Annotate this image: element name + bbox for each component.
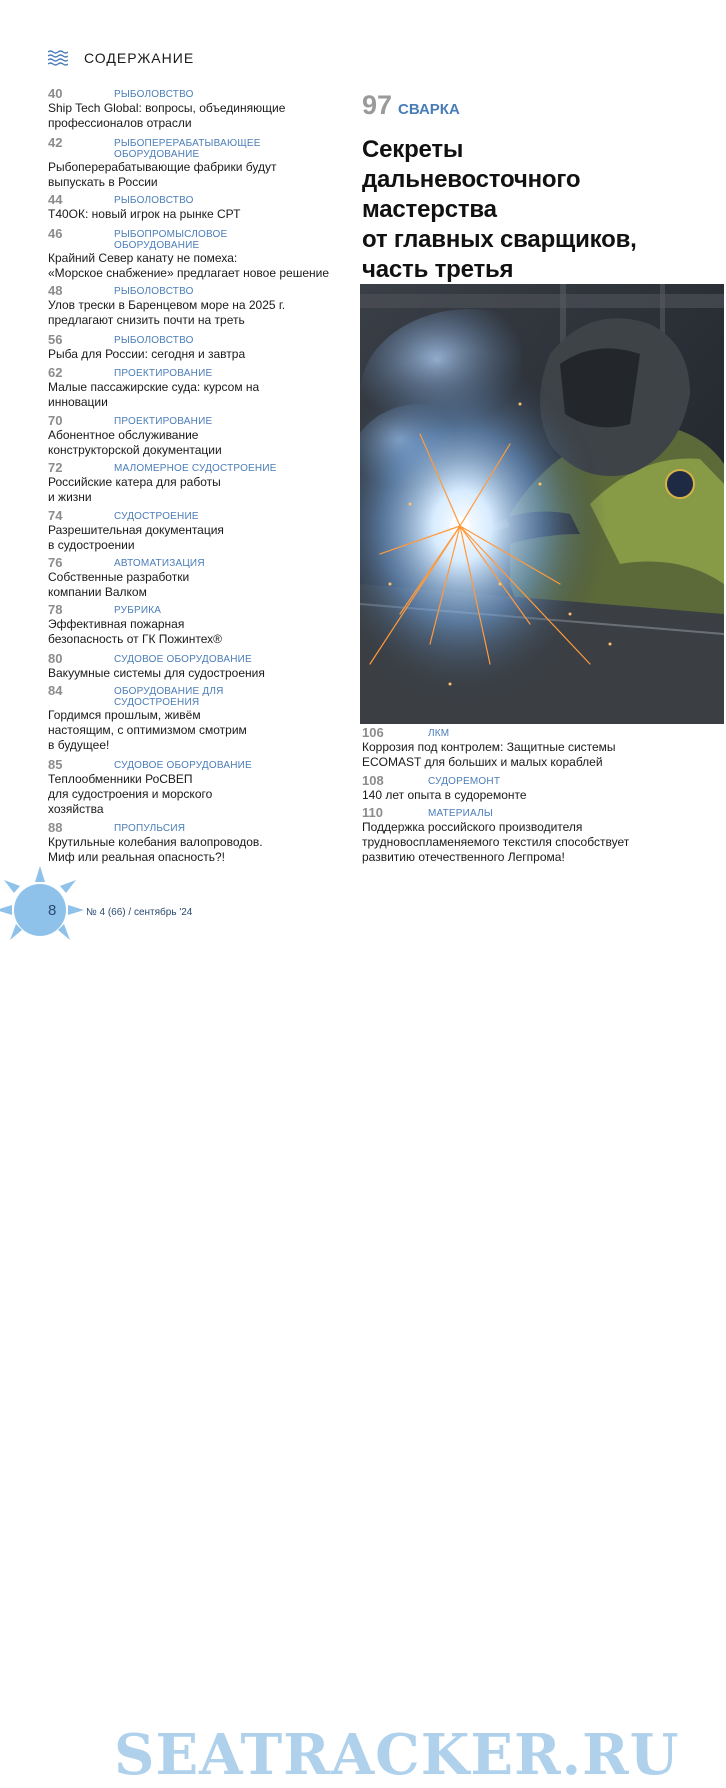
category-label: ОБОРУДОВАНИЕ ДЛЯ СУДОСТРОЕНИЯ <box>114 686 224 708</box>
page-number: 108 <box>362 773 384 788</box>
toc-entry[interactable] <box>48 136 348 193</box>
page-number: 88 <box>48 820 63 835</box>
category-label: МАТЕРИАЛЫ <box>428 808 493 819</box>
page-number: 78 <box>48 602 63 617</box>
page-number-footer: 8 <box>48 902 57 919</box>
category-label: СУДОРЕМОНТ <box>428 776 501 787</box>
feature-page-number: 97 <box>362 90 393 120</box>
sun-logo-icon <box>0 860 120 950</box>
category-label: РЫБОПЕРЕРАБАТЫВАЮЩЕЕ ОБОРУДОВАНИЕ <box>114 138 261 160</box>
article-title: Абонентное обслуживание конструкторской документации <box>48 428 222 457</box>
category-label: РУБРИКА <box>114 605 162 616</box>
section-header <box>48 50 194 66</box>
category-label: РЫБОЛОВСТВО <box>114 89 194 100</box>
page-number: 85 <box>48 757 63 772</box>
page-number: 56 <box>48 332 63 347</box>
category-label: МАЛОМЕРНОЕ СУДОСТРОЕНИЕ <box>114 463 277 474</box>
watermark: SEATRACKER.RU <box>114 1722 680 1788</box>
article-title: Вакуумные системы для судостроения <box>48 666 265 680</box>
article-title: Т40ОК: новый игрок на рынке СРТ <box>48 207 241 221</box>
toc-entry[interactable] <box>48 193 348 227</box>
welder-illustration <box>360 284 724 724</box>
feature-category: СВАРКА <box>398 101 460 118</box>
article-title: Разрешительная документация в судостроении <box>48 523 224 552</box>
article-title: Рыба для России: сегодня и завтра <box>48 347 246 361</box>
category-label: ПРОЕКТИРОВАНИЕ <box>114 368 213 379</box>
category-label: РЫБОПРОМЫСЛОВОЕ ОБОРУДОВАНИЕ <box>114 229 228 251</box>
toc-entry[interactable] <box>48 414 348 461</box>
page-number: 46 <box>48 226 63 241</box>
footer <box>0 860 726 1788</box>
toc-entry[interactable] <box>48 509 348 556</box>
page-number: 72 <box>48 460 63 475</box>
toc-entry[interactable] <box>48 652 348 684</box>
toc-entry[interactable] <box>48 461 348 509</box>
category-label: ПРОПУЛЬСИЯ <box>114 823 186 834</box>
toc-entry[interactable] <box>362 806 724 868</box>
article-title: Улов трески в Баренцевом море на 2025 г. предлагают снизить почти на треть <box>48 298 286 327</box>
table-of-contents-right <box>362 726 724 868</box>
category-label: СУДОВОЕ ОБОРУДОВАНИЕ <box>114 760 252 771</box>
article-title: Малые пассажирские суда: курсом на инновации <box>48 380 260 409</box>
toc-entry[interactable] <box>48 556 348 603</box>
page-number: 74 <box>48 508 63 523</box>
article-title: Российские катера для работы и жизни <box>48 475 221 504</box>
toc-entry[interactable] <box>48 603 348 652</box>
page-number: 80 <box>48 651 63 666</box>
category-label: АВТОМАТИЗАЦИЯ <box>114 558 205 569</box>
toc-entry[interactable] <box>48 333 348 366</box>
article-title: Крутильные колебания валопроводов. Миф или реальная опасность?! <box>48 835 263 864</box>
category-label: РЫБОЛОВСТВО <box>114 335 194 346</box>
article-title: Собственные разработки компании Валком <box>48 570 190 599</box>
article-title: Крайний Север канату не помеха: «Морское снабжение» предлагает новое решение <box>48 251 329 280</box>
category-label: РЫБОЛОВСТВО <box>114 195 194 206</box>
page-number: 76 <box>48 555 63 570</box>
article-title: Гордимся прошлым, живём настоящим, с оптимизмом смотрим в будущее! <box>48 708 247 752</box>
toc-entry[interactable] <box>48 87 348 136</box>
page-number: 106 <box>362 725 384 740</box>
category-label: РЫБОЛОВСТВО <box>114 286 194 297</box>
page-number: 42 <box>48 135 63 150</box>
issue-info: № 4 (66) / сентябрь '24 <box>86 907 193 918</box>
page-number: 48 <box>48 283 63 298</box>
category-label: СУДОВОЕ ОБОРУДОВАНИЕ <box>114 654 252 665</box>
toc-entry[interactable] <box>362 726 724 774</box>
table-of-contents <box>48 87 348 867</box>
article-title: Рыбоперерабатывающие фабрики будут выпускать в России <box>48 160 277 189</box>
category-label: ПРОЕКТИРОВАНИЕ <box>114 416 213 427</box>
toc-entry[interactable] <box>48 684 348 758</box>
toc-entry[interactable] <box>48 227 348 284</box>
welder-photo <box>360 284 724 724</box>
page-number: 110 <box>362 805 383 820</box>
article-title: 140 лет опыта в судоремонте <box>362 788 527 802</box>
category-label: СУДОСТРОЕНИЕ <box>114 511 199 522</box>
page-title: СОДЕРЖАНИЕ <box>84 50 195 66</box>
waves-icon <box>48 50 68 66</box>
page-number: 62 <box>48 365 63 380</box>
feature-article[interactable] <box>362 90 724 285</box>
toc-entry[interactable] <box>48 284 348 333</box>
article-title: Поддержка российского производителя трудновоспламеняемого текстиля способствует развитию отечественного Легпрома! <box>362 820 630 864</box>
page-number: 44 <box>48 192 63 207</box>
article-title: Коррозия под контролем: Защитные системы ECOMAST для больших и малых кораблей <box>362 740 616 769</box>
article-title: Эффективная пожарная безопасность от ГК Пожинтех® <box>48 617 222 646</box>
page-number: 70 <box>48 413 63 428</box>
toc-entry[interactable] <box>48 758 348 821</box>
page-number: 84 <box>48 683 63 698</box>
article-title: Ship Tech Global: вопросы, объединяющие профессионалов отрасли <box>48 101 286 130</box>
feature-title: Секреты дальневосточного мастерства от главных сварщиков, часть третья <box>362 136 637 283</box>
category-label: ЛКМ <box>428 728 450 739</box>
page-number: 40 <box>48 86 63 101</box>
toc-entry[interactable] <box>362 774 724 806</box>
article-title: Теплообменники РоСВЕП для судостроения и морского хозяйства <box>48 772 213 816</box>
toc-entry[interactable] <box>48 366 348 414</box>
